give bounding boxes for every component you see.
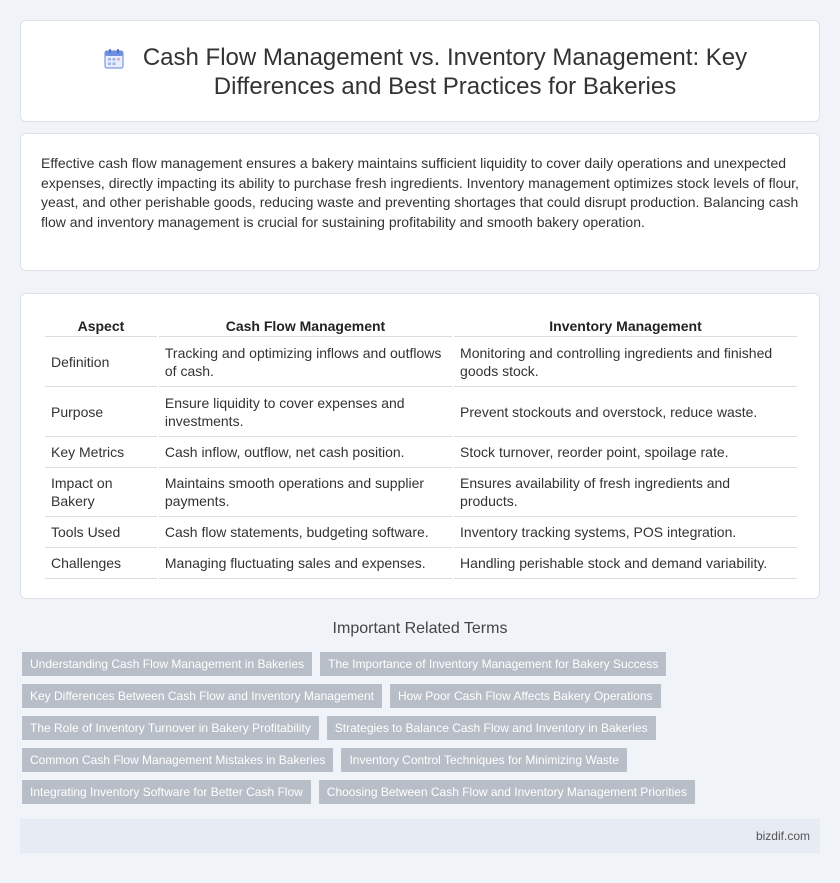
row-cash-flow: Cash inflow, outflow, net cash position. bbox=[159, 437, 452, 468]
comparison-table-card bbox=[20, 293, 820, 599]
tag-row bbox=[22, 716, 818, 740]
intro-paragraph: Effective cash flow management ensures a bakery maintains sufficient liquidity to cover daily operations and unexpected expenses, directly impacting its ability to purchase fresh ingredients. Inventory management optimizes stock levels of flour, yeast, and other perishable goods, reducing waste and preventing shortages that could disrupt production. Balancing cash flow and inventory management is crucial for sustaining profitability and smooth bakery operation. bbox=[41, 155, 799, 230]
related-term-link[interactable]: The Role of Inventory Turnover in Bakery Profitability bbox=[22, 716, 319, 740]
row-aspect: Tools Used bbox=[45, 517, 157, 548]
row-inventory: Ensures availability of fresh ingredients and products. bbox=[454, 468, 797, 517]
related-term-link[interactable]: The Importance of Inventory Management for Bakery Success bbox=[320, 652, 666, 676]
row-inventory: Inventory tracking systems, POS integration. bbox=[454, 517, 797, 548]
header-card bbox=[20, 20, 820, 122]
table-row bbox=[45, 387, 797, 437]
table-row bbox=[45, 437, 797, 468]
row-cash-flow: Tracking and optimizing inflows and outflows of cash. bbox=[159, 337, 452, 387]
table-header-row bbox=[45, 316, 797, 337]
row-inventory: Monitoring and controlling ingredients and finished goods stock. bbox=[454, 337, 797, 387]
footer-site-link[interactable]: bizdif.com bbox=[755, 829, 810, 843]
related-term-link[interactable]: Inventory Control Techniques for Minimizing Waste bbox=[341, 748, 626, 772]
row-cash-flow: Managing fluctuating sales and expenses. bbox=[159, 548, 452, 579]
header-aspect: Aspect bbox=[45, 316, 157, 337]
table-row bbox=[45, 517, 797, 548]
tag-row bbox=[22, 780, 818, 804]
related-term-link[interactable]: Integrating Inventory Software for Better Cash Flow bbox=[22, 780, 311, 804]
row-aspect: Impact on Bakery bbox=[45, 468, 157, 517]
header-inventory: Inventory Management bbox=[454, 316, 797, 337]
related-term-link[interactable]: How Poor Cash Flow Affects Bakery Operations bbox=[390, 684, 661, 708]
table-row bbox=[45, 468, 797, 517]
row-aspect: Key Metrics bbox=[45, 437, 157, 468]
related-terms-list bbox=[22, 652, 818, 812]
related-term-link[interactable]: Common Cash Flow Management Mistakes in Bakeries bbox=[22, 748, 333, 772]
footer bbox=[20, 819, 820, 853]
row-aspect: Challenges bbox=[45, 548, 157, 579]
header-cash-flow: Cash Flow Management bbox=[159, 316, 452, 337]
row-inventory: Handling perishable stock and demand variability. bbox=[454, 548, 797, 579]
row-aspect: Purpose bbox=[45, 387, 157, 437]
related-term-link[interactable]: Choosing Between Cash Flow and Inventory Management Priorities bbox=[319, 780, 695, 804]
table-row bbox=[45, 337, 797, 387]
row-inventory: Stock turnover, reorder point, spoilage rate. bbox=[454, 437, 797, 468]
comparison-table bbox=[43, 316, 799, 579]
tag-row bbox=[22, 652, 818, 676]
row-inventory: Prevent stockouts and overstock, reduce waste. bbox=[454, 387, 797, 437]
calendar-icon bbox=[103, 48, 125, 70]
row-aspect: Definition bbox=[45, 337, 157, 387]
intro-card bbox=[20, 133, 820, 271]
title-wrap bbox=[21, 43, 819, 101]
tag-row bbox=[22, 748, 818, 772]
related-term-link[interactable]: Key Differences Between Cash Flow and Inventory Management bbox=[22, 684, 382, 708]
page-title: Cash Flow Management vs. Inventory Management: Key Differences and Best Practices for Bakeries bbox=[142, 44, 748, 100]
related-term-link[interactable]: Strategies to Balance Cash Flow and Inventory in Bakeries bbox=[327, 716, 656, 740]
row-cash-flow: Maintains smooth operations and supplier payments. bbox=[159, 468, 452, 517]
table-row bbox=[45, 548, 797, 579]
tag-row bbox=[22, 684, 818, 708]
related-terms-heading: Important Related Terms bbox=[332, 620, 508, 637]
row-cash-flow: Ensure liquidity to cover expenses and investments. bbox=[159, 387, 452, 437]
row-cash-flow: Cash flow statements, budgeting software. bbox=[159, 517, 452, 548]
related-term-link[interactable]: Understanding Cash Flow Management in Bakeries bbox=[22, 652, 312, 676]
